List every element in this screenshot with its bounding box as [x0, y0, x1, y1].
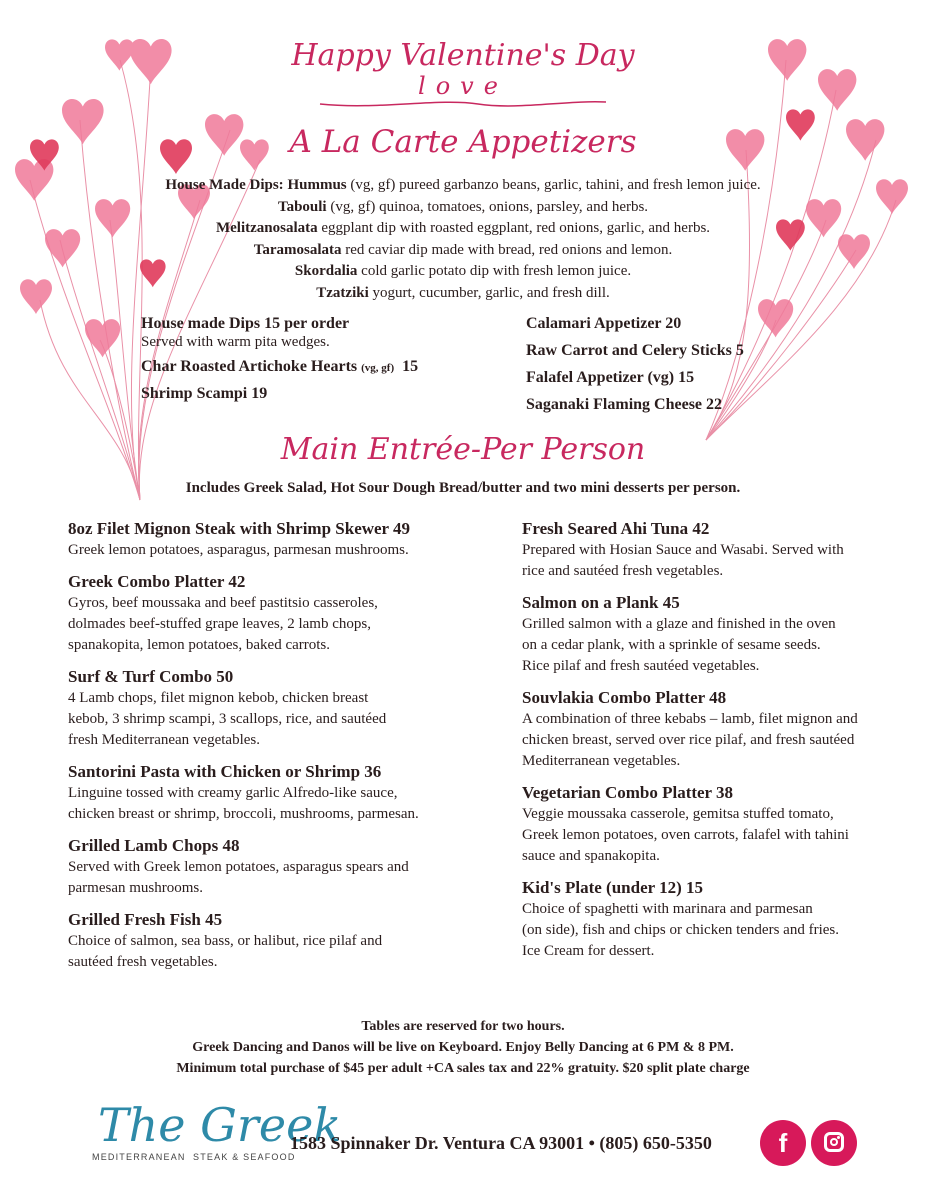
entree-item: [68, 518, 488, 561]
entree-desc: Greek lemon potatoes, oven carrots, falafel with tahini: [522, 827, 849, 843]
entree-desc: on a cedar plank, with a sprinkle of sesame seeds.: [522, 637, 821, 653]
entree-item: [68, 909, 488, 973]
entrees-heading: Main Entrée-Per Person: [280, 432, 646, 467]
entree-desc: A combination of three kebabs – lamb, filet mignon and: [522, 711, 858, 727]
entree-desc: Greek lemon potatoes, asparagus, parmesan mushrooms.: [68, 542, 409, 558]
entree-name: Kid's Plate (under 12) 15: [522, 878, 704, 897]
entree-name: 8oz Filet Mignon Steak with Shrimp Skewer 49: [68, 519, 411, 538]
house-dips-list: [100, 175, 826, 304]
entrees-left-column: [68, 518, 488, 983]
dip-line: Tabouli (vg, gf) quinoa, tomatoes, onions, parsley, and herbs.: [277, 198, 649, 215]
instagram-glyph: [824, 1132, 844, 1152]
entree-item: [522, 518, 912, 582]
entree-desc: Prepared with Hosian Sauce and Wasabi. Served with: [522, 542, 844, 558]
entree-desc: (on side), fish and chips or chicken tenders and fries.: [522, 922, 839, 938]
entree-desc: Choice of salmon, sea bass, or halibut, rice pilaf and: [68, 933, 383, 949]
appetizer-note: Served with warm pita wedges.: [141, 334, 330, 350]
phone-number[interactable]: (805) 650-5350: [599, 1133, 712, 1153]
entree-desc: Rice pilaf and fresh sautéed vegetables.: [522, 658, 760, 674]
footer-line: Minimum total purchase of $45 per adult +CA sales tax and 22% gratuity. $20 split plate charge: [176, 1061, 750, 1076]
entree-item: [522, 592, 912, 677]
dip-line: Skordalia cold garlic potato dip with fresh lemon juice.: [294, 263, 632, 279]
entree-name: Grilled Lamb Chops 48: [68, 836, 240, 855]
entree-item: [522, 687, 912, 772]
appetizer-item: Saganaki Flaming Cheese 22: [526, 396, 723, 413]
appetizer-item: Falafel Appetizer (vg) 15: [526, 369, 695, 386]
love-flourish: [318, 96, 608, 110]
entree-item: [522, 782, 912, 867]
entree-desc: spanakopita, lemon potatoes, baked carrots.: [68, 637, 331, 653]
dip-line: House Made Dips: Hummus (vg, gf) pureed garbanzo beans, garlic, tahini, and fresh lemon juice.: [165, 177, 761, 193]
entree-desc: Served with Greek lemon potatoes, asparagus spears and: [68, 859, 409, 875]
entree-desc: Gyros, beef moussaka and beef pastitsio casseroles,: [68, 595, 378, 611]
entree-name: Salmon on a Plank 45: [522, 593, 680, 612]
entree-desc: dolmades beef-stuffed grape leaves, 2 lamb chops,: [68, 616, 371, 632]
appetizer-item: Shrimp Scampi 19: [141, 385, 268, 402]
entree-desc: fresh Mediterranean vegetables.: [68, 732, 260, 748]
appetizers-heading: A La Carte Appetizers: [289, 124, 637, 160]
entrees-includes-note: Includes Greek Salad, Hot Sour Dough Bread/butter and two mini desserts per person.: [185, 480, 741, 496]
entree-name: Souvlakia Combo Platter 48: [522, 688, 727, 707]
entree-desc: 4 Lamb chops, filet mignon kebob, chicken breast: [68, 690, 369, 706]
entree-desc: Choice of spaghetti with marinara and parmesan: [522, 901, 813, 917]
entree-desc: Linguine tossed with creamy garlic Alfredo-like sauce,: [68, 785, 398, 801]
entree-desc: chicken breast or shrimp, broccoli, mushrooms, parmesan.: [68, 806, 419, 822]
entree-desc: Ice Cream for dessert.: [522, 943, 655, 959]
entree-name: Grilled Fresh Fish 45: [68, 910, 223, 929]
facebook-icon[interactable]: f: [760, 1120, 806, 1166]
appetizers-left-column: [141, 313, 521, 410]
contact-info: [290, 1133, 712, 1154]
entree-item: [68, 761, 488, 825]
address: 1583 Spinnaker Dr. Ventura CA 93001: [290, 1133, 585, 1153]
entree-desc: chicken breast, served over rice pilaf, and fresh sautéed: [522, 732, 855, 748]
entree-name: Greek Combo Platter 42: [68, 572, 246, 591]
appetizer-item: Calamari Appetizer 20: [526, 315, 682, 332]
entree-item: [68, 571, 488, 656]
entree-item: [68, 666, 488, 751]
entree-name: Vegetarian Combo Platter 38: [522, 783, 734, 802]
entree-desc: rice and sautéed fresh vegetables.: [522, 563, 724, 579]
entree-desc: sautéed fresh vegetables.: [68, 954, 218, 970]
restaurant-logo: [92, 1098, 342, 1162]
footer-line: Tables are reserved for two hours.: [361, 1019, 565, 1034]
valentines-title: Happy Valentine's Day: [291, 38, 635, 73]
logo-name: The Greek: [98, 1098, 342, 1152]
footer-notes: [0, 1016, 926, 1079]
dip-line: Tzatziki yogurt, cucumber, garlic, and fresh dill.: [316, 284, 610, 301]
love-script: love: [418, 72, 508, 100]
entree-desc: Grilled salmon with a glaze and finished in the oven: [522, 616, 836, 632]
entree-desc: parmesan mushrooms.: [68, 880, 203, 896]
entree-name: Santorini Pasta with Chicken or Shrimp 36: [68, 762, 382, 781]
entree-name: Surf & Turf Combo 50: [68, 667, 234, 686]
appetizer-item: House made Dips 15 per order: [141, 315, 350, 332]
entrees-right-column: [522, 518, 912, 972]
footer-line: Greek Dancing and Danos will be live on Keyboard. Enjoy Belly Dancing at 6 PM & 8 PM.: [192, 1040, 734, 1055]
dip-line: Taramosalata red caviar dip made with bread, red onions and lemon.: [253, 241, 673, 258]
entree-name: Fresh Seared Ahi Tuna 42: [522, 519, 710, 538]
appetizer-item: Char Roasted Artichoke Hearts (vg, gf) 15: [141, 358, 419, 375]
entree-desc: Veggie moussaka casserole, gemitsa stuffed tomato,: [522, 806, 834, 822]
entree-item: [68, 835, 488, 899]
instagram-icon[interactable]: [811, 1120, 857, 1166]
entree-item: [522, 877, 912, 962]
dip-line: Melitzanosalata eggplant dip with roasted eggplant, red onions, garlic, and herbs.: [215, 220, 711, 236]
appetizer-item: Raw Carrot and Celery Sticks 5: [526, 342, 744, 359]
entree-desc: Mediterranean vegetables.: [522, 753, 681, 769]
separator-bullet: •: [588, 1133, 595, 1153]
logo-tagline: MEDITERRANEAN STEAK & SEAFOOD: [92, 1152, 296, 1162]
entree-desc: kebob, 3 shrimp scampi, 3 scallops, rice, and sautéed: [68, 711, 387, 727]
appetizers-right-column: [526, 313, 826, 421]
entree-desc: sauce and spanakopita.: [522, 848, 660, 864]
